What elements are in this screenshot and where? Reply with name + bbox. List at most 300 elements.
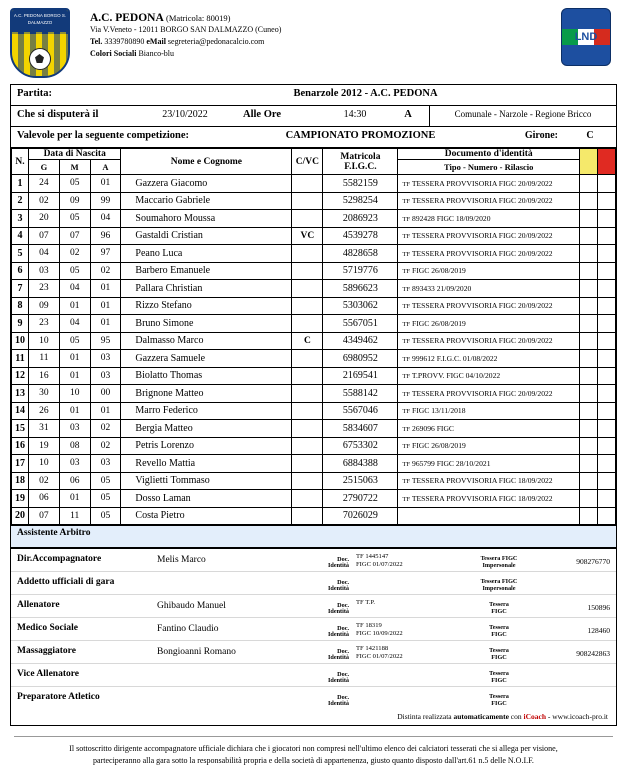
cell-yellow-card[interactable] — [580, 472, 598, 490]
cell-month: 10 — [59, 385, 90, 403]
staff-doc-value — [352, 664, 468, 686]
cell-number: 13 — [12, 385, 29, 403]
cell-yellow-card[interactable] — [580, 332, 598, 350]
cell-month: 01 — [59, 402, 90, 420]
girone-label: Girone: — [524, 130, 558, 141]
club-name-line — [90, 12, 555, 24]
cell-month: 01 — [59, 350, 90, 368]
cell-year: 02 — [90, 437, 121, 455]
cell-doc-type: TF — [402, 320, 411, 328]
table-row[interactable] — [12, 175, 616, 193]
cell-yellow-card[interactable] — [580, 402, 598, 420]
club-crest — [10, 8, 72, 78]
cell-matricola: 5298254 — [323, 192, 398, 210]
cell-year: 01 — [90, 175, 121, 193]
cell-documento — [398, 350, 580, 368]
cell-number: 4 — [12, 227, 29, 245]
cell-year: 99 — [90, 192, 121, 210]
col-documento: Documento d'identità — [398, 149, 580, 160]
cell-month: 04 — [59, 315, 90, 333]
cell-doc-detail: TESSERA PROVVISORIA FIGC 20/09/2022 — [411, 336, 553, 346]
cell-matricola: 5834607 — [323, 420, 398, 438]
cell-year: 96 — [90, 227, 121, 245]
cell-red-card[interactable] — [598, 175, 616, 193]
table-row[interactable] — [12, 210, 616, 228]
cell-month: 01 — [59, 490, 90, 508]
cell-doc-detail: FIGC 26/08/2019 — [412, 318, 466, 328]
email-value: segreteria@pedonacalcio.com — [167, 37, 265, 46]
cell-doc-detail: TESSERA PROVVISORIA FIGC 20/09/2022 — [411, 178, 553, 188]
cell-yellow-card[interactable] — [580, 245, 598, 263]
cell-day: 23 — [29, 315, 60, 333]
cell-name: Dosso Laman — [121, 490, 292, 508]
cell-matricola: 7026029 — [323, 507, 398, 525]
cell-doc-detail: 892428 FIGC 18/09/2020 — [412, 213, 491, 223]
table-row[interactable] — [12, 367, 616, 385]
staff-name: Bongioanni Romano — [157, 647, 236, 657]
cell-number: 17 — [12, 455, 29, 473]
club-colors — [90, 48, 555, 60]
cell-day: 23 — [29, 280, 60, 298]
cell-name: Gazzera Giacomo — [121, 175, 292, 193]
cell-day: 04 — [29, 245, 60, 263]
col-m: M — [59, 160, 90, 175]
cell-number: 7 — [12, 280, 29, 298]
cell-day: 10 — [29, 332, 60, 350]
staff-tessera-number: 150896 — [587, 603, 610, 612]
cell-month: 06 — [59, 472, 90, 490]
cell-yellow-card[interactable] — [580, 175, 598, 193]
cell-doc-detail: TESSERA PROVVISORIA FIGC 20/09/2022 — [411, 196, 553, 206]
cell-matricola: 4349462 — [323, 332, 398, 350]
cell-yellow-card[interactable] — [580, 350, 598, 368]
cell-yellow-card[interactable] — [580, 262, 598, 280]
cell-name: Brignone Matteo — [121, 385, 292, 403]
cell-red-card[interactable] — [598, 280, 616, 298]
distinta-post: - www.icoach-pro.it — [546, 712, 608, 721]
cell-matricola: 5896623 — [323, 280, 398, 298]
footer-line-1: Il sottoscritto dirigente accompagnatore ufficiale dichiara che i giocatori non compresi nell'ultimo elenco dei calciatori tesserati che si allega per visione, — [69, 744, 558, 753]
table-row[interactable] — [12, 490, 616, 508]
table-row[interactable] — [12, 420, 616, 438]
partita-label: Partita: — [17, 88, 52, 99]
table-row[interactable] — [12, 297, 616, 315]
cell-doc-detail: TESSERA PROVVISORIA FIGC 20/09/2022 — [411, 248, 553, 258]
table-row[interactable] — [12, 262, 616, 280]
assistente-arbitro-row: Assistente Arbitro — [11, 525, 616, 547]
col-a: A — [90, 160, 121, 175]
table-row[interactable] — [12, 227, 616, 245]
cell-day: 30 — [29, 385, 60, 403]
cell-doc-type: TF — [402, 338, 411, 346]
legal-footer — [14, 736, 613, 767]
competition-value: CAMPIONATO PROMOZIONE — [285, 130, 436, 141]
table-row[interactable] — [12, 245, 616, 263]
staff-name — [145, 572, 303, 594]
cell-cvc — [292, 280, 323, 298]
cell-day: 19 — [29, 437, 60, 455]
distinta-pre: Distinta realizzata — [397, 712, 454, 721]
cell-number: 16 — [12, 437, 29, 455]
cell-cvc: C — [292, 332, 323, 350]
cell-cvc — [292, 315, 323, 333]
cell-yellow-card[interactable] — [580, 490, 598, 508]
staff-doc-value: TF 1445147 FIGC 01/07/2022 — [356, 553, 403, 568]
staff-name — [145, 687, 303, 709]
cell-red-card[interactable] — [598, 192, 616, 210]
cell-day: 07 — [29, 507, 60, 525]
cell-cvc — [292, 507, 323, 525]
cell-yellow-card[interactable] — [580, 280, 598, 298]
colors-value: Bianco-blu — [138, 49, 174, 58]
cell-doc-type: TF — [402, 215, 411, 223]
staff-tessera-label: Tessera FIGC — [489, 601, 509, 615]
cell-cvc — [292, 437, 323, 455]
players-table — [11, 148, 616, 525]
staff-row[interactable] — [11, 641, 616, 664]
cell-cvc — [292, 245, 323, 263]
cell-yellow-card[interactable] — [580, 420, 598, 438]
staff-name: Ghibaudo Manuel — [157, 601, 226, 611]
cell-month: 03 — [59, 420, 90, 438]
cell-name: Bergia Matteo — [121, 420, 292, 438]
staff-name — [145, 664, 303, 686]
cell-name: Viglietti Tommaso — [121, 472, 292, 490]
col-nome: Nome e Cognome — [121, 149, 292, 175]
cell-number: 11 — [12, 350, 29, 368]
cell-month: 01 — [59, 297, 90, 315]
cell-number: 18 — [12, 472, 29, 490]
cell-cvc — [292, 455, 323, 473]
cell-day: 20 — [29, 210, 60, 228]
cell-yellow-card[interactable] — [580, 367, 598, 385]
cell-matricola: 2086923 — [323, 210, 398, 228]
cell-red-card[interactable] — [598, 472, 616, 490]
cell-year: 95 — [90, 332, 121, 350]
cell-red-card[interactable] — [598, 455, 616, 473]
cell-documento — [398, 507, 580, 525]
cell-yellow-card[interactable] — [580, 315, 598, 333]
cell-documento — [398, 455, 580, 473]
cell-matricola: 5582159 — [323, 175, 398, 193]
cell-red-card[interactable] — [598, 332, 616, 350]
staff-tessera-label: Tessera FIGC — [489, 647, 509, 661]
red-card-column — [598, 149, 616, 175]
cell-documento — [398, 175, 580, 193]
cell-yellow-card[interactable] — [580, 227, 598, 245]
cell-name: Revello Mattia — [121, 455, 292, 473]
cell-year: 03 — [90, 367, 121, 385]
cell-documento — [398, 262, 580, 280]
staff-tessera-number — [530, 664, 616, 686]
cell-number: 6 — [12, 262, 29, 280]
cell-documento — [398, 192, 580, 210]
cell-year: 97 — [90, 245, 121, 263]
cell-red-card[interactable] — [598, 227, 616, 245]
cell-red-card[interactable] — [598, 350, 616, 368]
cell-matricola: 6884388 — [323, 455, 398, 473]
cell-doc-type: TF — [402, 250, 411, 258]
cell-yellow-card[interactable] — [580, 455, 598, 473]
date-value: 23/10/2022 — [162, 109, 208, 120]
cell-matricola: 5303062 — [323, 297, 398, 315]
cell-number: 14 — [12, 402, 29, 420]
distinta-mid: con — [508, 712, 524, 721]
staff-tessera-number: 128460 — [587, 626, 610, 635]
cell-name: Maccario Gabriele — [121, 192, 292, 210]
staff-doc-label: Doc. Identità — [328, 648, 349, 661]
cell-red-card[interactable] — [598, 437, 616, 455]
cell-documento — [398, 490, 580, 508]
crest-text: A.C. PEDONA BORGO S. DALMAZZO — [12, 10, 68, 34]
cell-doc-type: TF — [402, 285, 411, 293]
yellow-card-column — [580, 149, 598, 175]
distinta-auto: automaticamente — [453, 712, 509, 721]
cell-number: 3 — [12, 210, 29, 228]
cell-matricola: 5567051 — [323, 315, 398, 333]
cell-year: 05 — [90, 472, 121, 490]
col-g: G — [29, 160, 60, 175]
table-row[interactable] — [12, 507, 616, 525]
cell-red-card[interactable] — [598, 262, 616, 280]
cell-doc-type: TF — [402, 443, 411, 451]
cell-doc-detail: TESSERA PROVVISORIA FIGC 20/09/2022 — [411, 388, 553, 398]
cell-doc-type: TF — [402, 355, 411, 363]
cell-red-card[interactable] — [598, 490, 616, 508]
cell-documento — [398, 402, 580, 420]
cell-cvc — [292, 262, 323, 280]
cell-day: 02 — [29, 192, 60, 210]
staff-tessera-label: Tessera FIGC — [489, 670, 509, 684]
staff-tessera-label: Tessera FIGC — [489, 693, 509, 707]
staff-doc-label: Doc. Identità — [328, 579, 349, 592]
cell-cvc — [292, 472, 323, 490]
cell-year: 04 — [90, 210, 121, 228]
cell-doc-type: TF — [402, 198, 411, 206]
cell-number: 19 — [12, 490, 29, 508]
cell-day: 31 — [29, 420, 60, 438]
cell-month: 05 — [59, 175, 90, 193]
staff-doc-value: TF T.P. — [356, 599, 375, 606]
cell-matricola: 2169541 — [323, 367, 398, 385]
cell-red-card[interactable] — [598, 507, 616, 525]
staff-doc-label: Doc. Identità — [328, 671, 349, 684]
cell-year: 01 — [90, 280, 121, 298]
cell-yellow-card[interactable] — [580, 385, 598, 403]
cell-doc-detail: 893433 21/09/2020 — [412, 283, 472, 293]
email-label: eMail — [146, 37, 166, 46]
table-row[interactable] — [12, 437, 616, 455]
staff-tessera-number — [530, 687, 616, 709]
date-row — [11, 106, 616, 127]
cell-doc-type: TF — [402, 268, 411, 276]
table-row[interactable] — [12, 350, 616, 368]
cell-day: 07 — [29, 227, 60, 245]
cell-documento — [398, 385, 580, 403]
staff-row[interactable] — [11, 664, 616, 687]
icoach-brand: iCoach — [523, 712, 546, 721]
cell-cvc — [292, 367, 323, 385]
table-row[interactable] — [12, 280, 616, 298]
girone-value: C — [586, 130, 594, 141]
distinta-note — [11, 709, 616, 725]
cell-matricola: 4539278 — [323, 227, 398, 245]
table-row[interactable] — [12, 315, 616, 333]
cell-cvc — [292, 402, 323, 420]
cell-number: 12 — [12, 367, 29, 385]
football-icon — [29, 48, 51, 70]
staff-name: Fantino Claudio — [157, 624, 219, 634]
col-n: N. — [12, 149, 29, 175]
venue-value: Comunale - Narzole - Regione Bricco — [429, 106, 616, 126]
staff-role: Addetto ufficiali di gara — [17, 577, 115, 587]
cell-name: Costa Pietro — [121, 507, 292, 525]
match-frame — [10, 84, 617, 726]
cell-cvc — [292, 210, 323, 228]
table-row[interactable] — [12, 385, 616, 403]
cell-month: 02 — [59, 245, 90, 263]
cell-year: 03 — [90, 455, 121, 473]
colors-label: Colori Sociali — [90, 49, 137, 58]
staff-doc-value: TF 1421188 FIGC 01/07/2022 — [356, 645, 403, 660]
cell-day: 02 — [29, 472, 60, 490]
col-matricola-line1: Matricola — [340, 151, 381, 162]
cell-cvc: VC — [292, 227, 323, 245]
cell-documento — [398, 210, 580, 228]
cell-doc-type: TF — [402, 425, 411, 433]
staff-tessera-label: Tessera FIGC Impersonale — [480, 555, 518, 569]
cell-name: Barbero Emanuele — [121, 262, 292, 280]
staff-row[interactable] — [11, 572, 616, 595]
cell-red-card[interactable] — [598, 315, 616, 333]
table-row[interactable] — [12, 455, 616, 473]
cell-month: 05 — [59, 210, 90, 228]
cell-documento — [398, 315, 580, 333]
cell-month: 04 — [59, 280, 90, 298]
staff-doc-label: Doc. Identità — [328, 694, 349, 707]
cell-month: 09 — [59, 192, 90, 210]
cell-doc-detail: T.PROVV. FIGC 04/10/2022 — [411, 371, 501, 381]
cell-matricola: 5567046 — [323, 402, 398, 420]
cell-yellow-card[interactable] — [580, 507, 598, 525]
cell-doc-type: TF — [402, 408, 411, 416]
table-row[interactable] — [12, 192, 616, 210]
cell-cvc — [292, 420, 323, 438]
cell-yellow-card[interactable] — [580, 210, 598, 228]
cell-day: 24 — [29, 175, 60, 193]
table-row[interactable] — [12, 402, 616, 420]
staff-tessera-number — [530, 572, 616, 594]
cell-red-card[interactable] — [598, 245, 616, 263]
cell-doc-type: TF — [402, 460, 411, 468]
cell-red-card[interactable] — [598, 210, 616, 228]
time-value: 14:30 — [343, 109, 367, 120]
staff-doc-label: Doc. Identità — [328, 602, 349, 615]
cell-number: 20 — [12, 507, 29, 525]
col-data-nascita: Data di Nascita — [29, 149, 121, 160]
staff-tessera-number: 908242863 — [576, 649, 610, 658]
col-matricola-line2: F.I.G.C. — [344, 161, 377, 172]
cell-month: 03 — [59, 455, 90, 473]
cell-matricola: 2790722 — [323, 490, 398, 508]
cell-doc-type: TF — [402, 303, 411, 311]
cell-matricola: 2515063 — [323, 472, 398, 490]
cell-day: 06 — [29, 490, 60, 508]
staff-tessera-number: 908276770 — [576, 557, 610, 566]
cell-red-card[interactable] — [598, 385, 616, 403]
cell-cvc — [292, 297, 323, 315]
cell-name: Biolatto Thomas — [121, 367, 292, 385]
cell-yellow-card[interactable] — [580, 297, 598, 315]
staff-role: Vice Allenatore — [17, 669, 79, 679]
cell-year: 05 — [90, 507, 121, 525]
staff-role: Allenatore — [17, 600, 60, 610]
staff-name: Melis Marco — [157, 555, 206, 565]
cell-documento — [398, 437, 580, 455]
cell-year: 03 — [90, 350, 121, 368]
cell-doc-type: TF — [402, 180, 411, 188]
cell-doc-detail: 269096 FIGC — [412, 423, 454, 433]
cell-doc-detail: TESSERA PROVVISORIA FIGC 18/09/2022 — [411, 493, 553, 503]
partita-row — [11, 85, 616, 106]
cell-name: Gazzera Samuele — [121, 350, 292, 368]
competition-row — [11, 127, 616, 148]
competition-label: Valevole per la seguente competizione: — [17, 130, 190, 141]
cell-documento — [398, 297, 580, 315]
cell-month: 08 — [59, 437, 90, 455]
staff-row[interactable] — [11, 595, 616, 618]
cell-cvc — [292, 350, 323, 368]
staff-row[interactable] — [11, 687, 616, 709]
table-row[interactable] — [12, 332, 616, 350]
cell-matricola: 5588142 — [323, 385, 398, 403]
cell-yellow-card[interactable] — [580, 192, 598, 210]
partita-value: Benarzole 2012 - A.C. PEDONA — [293, 88, 438, 99]
cell-year: 01 — [90, 315, 121, 333]
cell-matricola: 6980952 — [323, 350, 398, 368]
cell-name: Petris Lorenzo — [121, 437, 292, 455]
cell-name: Marro Federico — [121, 402, 292, 420]
cell-name: Dalmasso Marco — [121, 332, 292, 350]
cell-year: 05 — [90, 490, 121, 508]
cell-doc-detail: TESSERA PROVVISORIA FIGC 18/09/2022 — [411, 476, 553, 486]
cell-matricola: 5719776 — [323, 262, 398, 280]
time-label: Alle Ore — [243, 109, 282, 120]
document-header — [0, 0, 627, 82]
staff-doc-value — [352, 687, 468, 709]
cell-matricola: 6753302 — [323, 437, 398, 455]
cell-red-card[interactable] — [598, 420, 616, 438]
cell-doc-detail: TESSERA PROVVISORIA FIGC 20/09/2022 — [411, 301, 553, 311]
staff-role: Massaggiatore — [17, 646, 76, 656]
club-name: A.C. PEDONA — [90, 12, 164, 24]
staff-row[interactable] — [11, 618, 616, 641]
lnd-logo — [555, 8, 617, 66]
table-row[interactable] — [12, 472, 616, 490]
cell-matricola: 4828658 — [323, 245, 398, 263]
club-contacts — [90, 36, 555, 48]
cell-cvc — [292, 175, 323, 193]
cell-red-card[interactable] — [598, 297, 616, 315]
cell-red-card[interactable] — [598, 367, 616, 385]
staff-row[interactable] — [11, 549, 616, 572]
cell-doc-detail: TESSERA PROVVISORIA FIGC 20/09/2022 — [411, 231, 553, 241]
col-matricola — [323, 149, 398, 175]
cell-red-card[interactable] — [598, 402, 616, 420]
cell-yellow-card[interactable] — [580, 437, 598, 455]
cell-doc-detail: FIGC 13/11/2018 — [412, 406, 466, 416]
cell-doc-type: TF — [402, 478, 411, 486]
